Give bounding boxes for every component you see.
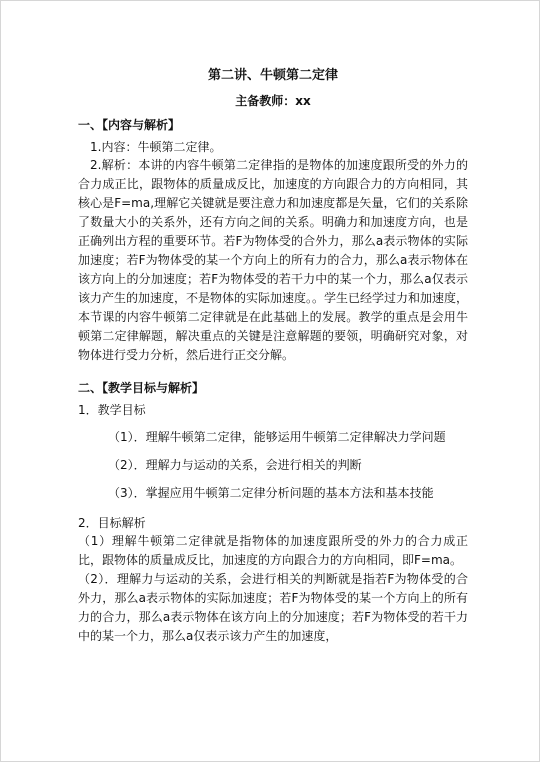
goal-item-3: （3）．掌握应用牛顿第二定律分析问题的基本方法和基本技能 [108, 486, 434, 500]
document-content [78, 66, 468, 646]
teaching-goals-heading: 1．教学目标 [78, 403, 146, 417]
content-item: 1.内容：牛顿第二定律。 [90, 140, 222, 154]
section2-heading: 二、【教学目标与解析】 [78, 381, 205, 395]
goal-analysis-heading: 2．目标解析 [78, 516, 146, 530]
analysis-paragraph: 2.解析：本讲的内容牛顿第二定律指的是物体的加速度跟所受的外力的合力成正比，跟物体的质量成反比，加速度的方向跟合力的方向相同，其核心是F=ma,理解它关键就是要注意力和加速度都是矢量，它们的关系除了数量大小的关系外，还有方向之间的关系。明确力和加速度方向，也是正确列出方程的重要环节。若F为物体受的合外力，那么a表示物体的实际加速度；若F为物体受的某一个方向上的所有力的合力，那么a表示物体在该方向上的分加速度；若F为物体受的若干力中的某一个力，那么a仅表示该力产生的加速度，不是物体的实际加速度。。学生已经学过力和加速度，本节课的内容牛顿第二定律就是在此基础上的发展。教学的重点是会用牛顿第二定律解题，解决重点的关键是注意解题的要领，明确研究对象，对物体进行受力分析，然后进行正交分解。 [78, 158, 469, 362]
goal-analysis-1: （1）理解牛顿第二定律就是指物体的加速度跟所受的外力的合力成正比，跟物体的质量成反比，加速度的方向跟合力的方向相同，即F=ma。 [78, 534, 468, 567]
section1-heading: 一、【内容与解析】 [78, 118, 181, 132]
goal-item-1: （1）．理解牛顿第二定律，能够运用牛顿第二定律解决力学问题 [108, 430, 446, 444]
document-title: 第二讲、牛顿第二定律 [207, 68, 338, 83]
author-line: 主备教师：xx [235, 94, 311, 108]
goal-item-2: （2）．理解力与运动的关系，会进行相关的判断 [108, 458, 362, 472]
goal-analysis-2: （2）．理解力与运动的关系，会进行相关的判断就是指若F为物体受的合外力，那么a表示物体的实际加速度；若F为物体受的某一个方向上的所有力的合力，那么a表示物体在该方向上的分加速度；若F为物体受的若干力中的某一个力，那么a仅表示该力产生的加速度， [78, 572, 468, 643]
